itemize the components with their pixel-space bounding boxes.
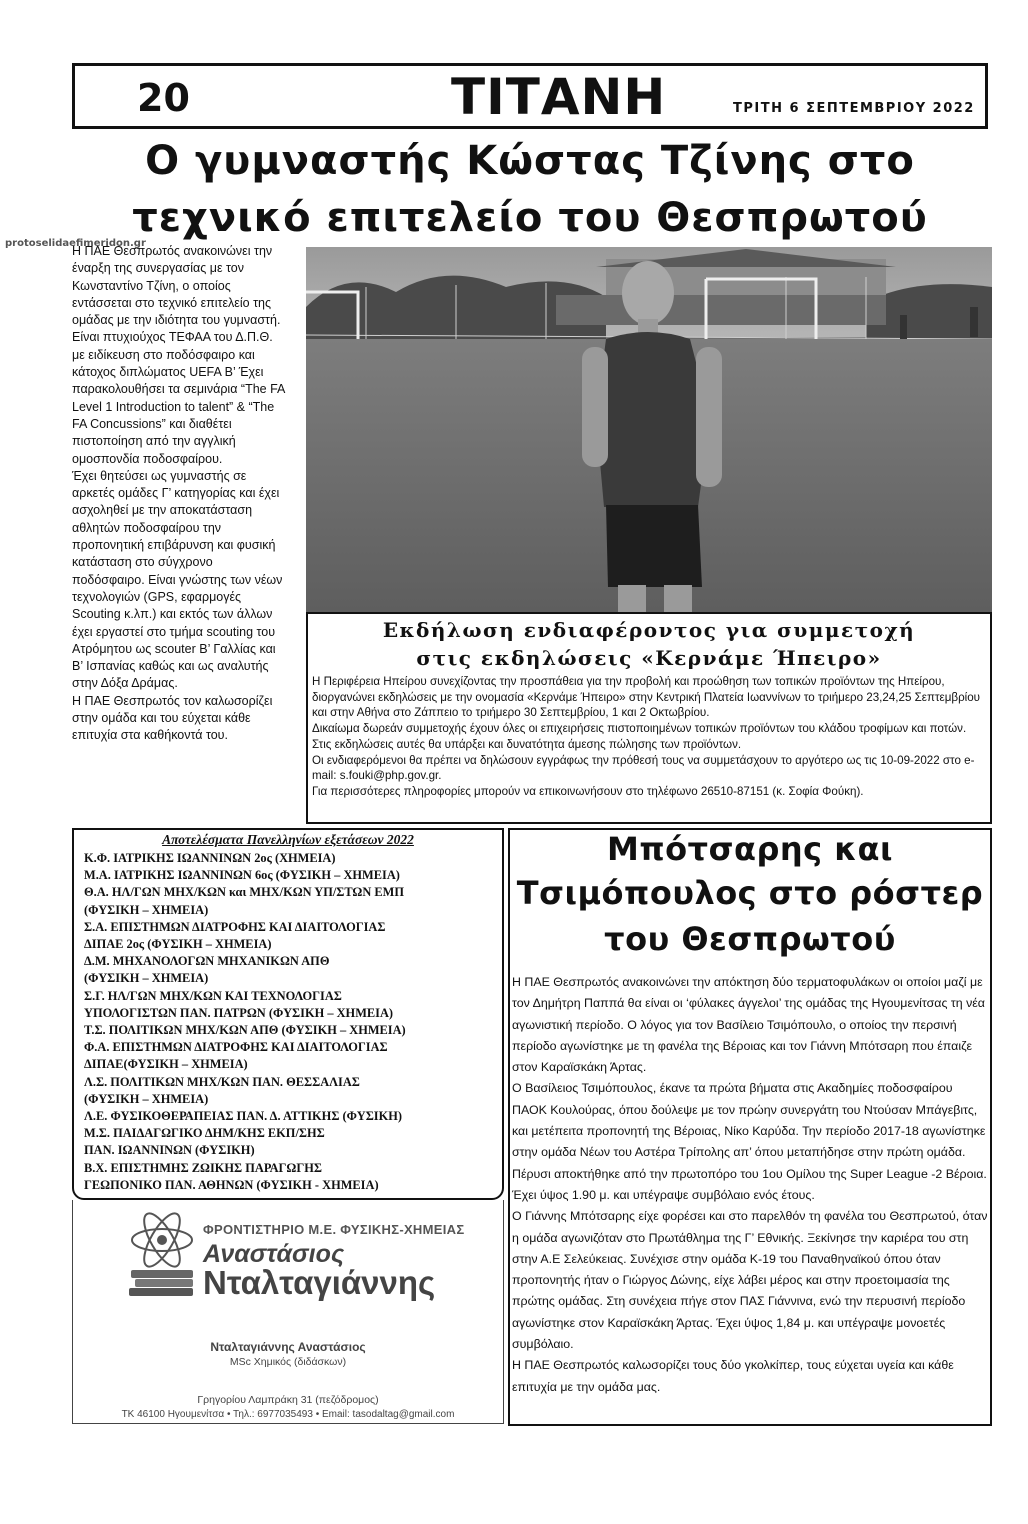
left-article <box>72 243 286 745</box>
results-line: Β.Χ. ΕΠΙΣΤΗΜΗΣ ΖΩΙΚΗΣ ΠΑΡΑΓΩΓΗΣ <box>84 1160 322 1175</box>
results-line: ΔΙΠΑΕ 2ος (ΦΥΣΙΚΗ – ΧΗΜΕΙΑ) <box>84 937 272 952</box>
exam-results <box>72 828 504 1200</box>
results-line: (ΦΥΣΙΚΗ – ΧΗΜΕΙΑ) <box>84 971 209 986</box>
goalkeepers-article <box>508 828 992 1426</box>
goalkeepers-paragraph: Ο Βασίλειος Τσιμόπουλος, έκανε τα πρώτα βήματα στις Ακαδημίες ποδοσφαίρου ΠΑΟΚ Κουλούρας, όπου δούλεψε με τον πρώην συνεργάτη του Ντούσαν Μπάγεβιτς, και μετέπειτα προπονητή της Βέροιας, Νίκο Καρύδα. Την περίοδο 2017-18 αγωνίστηκε στην ομάδα Νέων του Αστέρα Τρίπολης απ’ όπου μεταπήδησε στην πρώτη ομάδα. Πέρυσι αποκτήθηκε από την πρωτοπόρο του 1ου Ομίλου της Super League -2 Βέροια. Έχει ύψος 1.90 μ. και υπέγραψε συμβόλαιο ενός έτους. <box>512 1081 987 1202</box>
left-article-paragraph: Η ΠΑΕ Θεσπρωτός τον καλωσορίζει στην ομάδα και του εύχεται κάθε επιτυχία στα καθήκοντά του. <box>72 693 273 743</box>
results-line: Λ.Ε. ΦΥΣΙΚΟΘΕΡΑΠΕΙΑΣ ΠΑΝ. Δ. ΑΤΤΙΚΗΣ (ΦΥΣΙΚΗ) <box>84 1109 403 1124</box>
left-article-paragraph: Έχει θητεύσει ως γυμναστής σε αρκετές ομάδες Γ’ κατηγορίας και έχει ασχοληθεί με την αποκατάσταση αθλητών ποδοσφαίρου την προπονητική επιβάρυνση και φυσική κατάσταση στο σύγχρονο ποδόσφαιρο. Είναι γνώστης των νέων τεχνολογιών (GPS, εφαρμογές Scouting κ.λπ.) και εκτός των άλλων έχει εργαστεί στο τμήμα scouting του Ατρόμητου ως scouter B’ Γαλλίας και B’ Ισπανίας καθώς και ως αναλυτής στην Δόξα Δράμας. <box>72 468 283 691</box>
results-line: Σ.Γ. ΗΛ/ΓΩΝ ΜΗΧ/ΚΩΝ ΚΑΙ ΤΕΧΝΟΛΟΓΙΑΣ <box>84 988 342 1003</box>
ad-first-name: Αναστάσιος <box>203 1240 345 1268</box>
ad-header: ΦΡΟΝΤΙΣΤΗΡΙΟ Μ.Ε. ΦΥΣΙΚΗΣ-ΧΗΜΕΙΑΣ <box>203 1222 465 1237</box>
event-paragraph: Για περισσότερες πληροφορίες μπορούν να επικοινωνήσουν στο τηλέφωνο 26510-87151 (κ. Σοφία Φούκη). <box>312 784 864 798</box>
issue-date: ΤΡΙΤΗ 6 ΣΕΠΤΕΜΒΡΙΟΥ 2022 <box>733 101 975 116</box>
goalkeepers-headline-line3: του Θεσπρωτού <box>604 920 896 958</box>
results-line: ΠΑΝ. ΙΩΑΝΝΙΝΩΝ (ΦΥΣΙΚΗ) <box>84 1143 255 1158</box>
coach-photo <box>306 247 992 612</box>
results-line: Δ.Μ. ΜΗΧΑΝΟΛΟΓΩΝ ΜΗΧΑΝΙΚΩΝ ΑΠΘ <box>84 954 330 969</box>
exam-results-title: Αποτελέσματα Πανελληνίων εξετάσεων 2022 <box>162 832 414 847</box>
atom-books-icon <box>127 1208 197 1298</box>
results-line: ΓΕΩΠΟΝΙΚΟ ΠΑΝ. ΑΘΗΝΩΝ (ΦΥΣΙΚΗ - ΧΗΜΕΙΑ) <box>84 1177 379 1192</box>
event-title-line2: στις εκδηλώσεις «Κερνάμε Ήπειρο» <box>416 646 882 670</box>
goalkeepers-headline-line2: Τσιμόπουλος στο ρόστερ <box>516 874 984 912</box>
goalkeepers-headline-line1: Μπότσαρης και <box>607 830 893 868</box>
masthead <box>72 63 988 129</box>
goalkeepers-body <box>512 972 990 1398</box>
results-line: Κ.Φ. ΙΑΤΡΙΚΗΣ ΙΩΑΝΝΙΝΩΝ 2ος (ΧΗΜΕΙΑ) <box>84 851 336 865</box>
ad-contact: ΤΚ 46100 Ηγουμενίτσα • Τηλ.: 6977035493 • Email: tasodaltag@gmail.com <box>121 1409 455 1420</box>
page-number: 20 <box>137 76 190 120</box>
goalkeepers-paragraph: Ο Γιάννης Μπότσαρης είχε φορέσει και στο παρελθόν τη φανέλα του Θεσπρωτού, όταν η ομάδα αγωνιζόταν στο Πρωτάθλημα της Γ’ Εθνικής. Ξεκίνησε την καριέρα του στη στην Α.Ε Σελεύκειας. Συνέχισε στην ομάδα Κ-19 του Παναθηναϊκού όπου όταν προπονητής ήταν ο Γιώργος Δώνης, είχε λάβει μέρος και στην προετοιμασία της πρώτης ομάδας. Στη συνέχεια πήγε στον ΠΑΣ Γιάννινα, ενώ την περυσινή περίοδο αγωνίστηκε στον Καραϊσκάκη Άρτας. Έχει ύψος 1,84 μ. και υπέγραψε μονοετές συμβόλαιο. <box>512 1209 988 1352</box>
results-line: Θ.Α. ΗΛ/ΓΩΝ ΜΗΧ/ΚΩΝ και ΜΗΧ/ΚΩΝ ΥΠ/ΣΤΩΝ ΕΜΠ <box>84 885 405 900</box>
ad-address: Γρηγορίου Λαμπράκη 31 (πεζόδρομος) <box>197 1394 379 1406</box>
left-article-paragraph: Είναι πτυχιούχος ΤΕΦΑΑ του Δ.Π.Θ. με ειδίκευση στο ποδόσφαιρο και κάτοχος διπλώματος UEFA B’ Έχει παρακολουθήσει τα σεμινάρια “The FA Level 1 Introduction to talent” & “The FA Concussions” και διαθέτει πιστοποίηση από την αγγλική ομοσπονδία ποδοσφαίρου. <box>72 330 285 466</box>
results-line: Σ.Α. ΕΠΙΣΤΗΜΩΝ ΔΙΑΤΡΟΦΗΣ ΚΑΙ ΔΙΑΙΤΟΛΟΓΙΑΣ <box>84 919 386 934</box>
event-paragraph: Οι ενδιαφερόμενοι θα πρέπει να δηλώσουν εγγράφως την πρόθεσή τους να συμμετάσχουν το αργότερο ως τις 10-09-2022 στο e-mail: s.fouki@php.gov.gr. <box>312 753 975 783</box>
results-line: Μ.Α. ΙΑΤΡΙΚΗΣ ΙΩΑΝΝΙΝΩΝ 6ος (ΦΥΣΙΚΗ – ΧΗΜΕΙΑ) <box>84 868 400 883</box>
main-headline-line1: Ο γυμναστής Κώστας Τζίνης στο <box>145 138 915 184</box>
ad-role: MSc Χημικός (διδάσκων) <box>229 1356 347 1368</box>
tutoring-ad <box>72 1200 504 1424</box>
results-line: (ΦΥΣΙΚΗ – ΧΗΜΕΙΑ) <box>84 902 209 917</box>
left-article-paragraph: Η ΠΑΕ Θεσπρωτός ανακοινώνει την έναρξη της συνεργασίας με τον Κωνσταντίνο Τζίνη, ο οποίος εντάσσεται στο τεχνικό επιτελείο της ομάδας με την ιδιότητα του γυμναστή. <box>72 244 281 328</box>
exam-results-list <box>84 850 504 1194</box>
goalkeepers-paragraph: Η ΠΑΕ Θεσπρωτός καλωσορίζει τους δύο γκολκίπερ, τους εύχεται υγεία και κάθε επιτυχία με την ομάδα μας. <box>512 1358 954 1394</box>
results-line: Φ.Α. ΕΠΙΣΤΗΜΩΝ ΔΙΑΤΡΟΦΗΣ ΚΑΙ ΔΙΑΙΤΟΛΟΓΙΑΣ <box>84 1040 388 1055</box>
results-line: Τ.Σ. ΠΟΛΙΤΙΚΩΝ ΜΗΧ/ΚΩΝ ΑΠΘ (ΦΥΣΙΚΗ – ΧΗΜΕΙΑ) <box>84 1023 406 1038</box>
event-body <box>312 674 984 800</box>
results-line: (ΦΥΣΙΚΗ – ΧΗΜΕΙΑ) <box>84 1091 209 1106</box>
event-article <box>306 612 992 824</box>
results-line: ΔΙΠΑΕ(ΦΥΣΙΚΗ – ΧΗΜΕΙΑ) <box>84 1057 248 1072</box>
ad-last-name: Νταλταγιάννης <box>203 1264 436 1301</box>
main-headline-line2: τεχνικό επιτελείο του Θεσπρωτού <box>132 195 928 241</box>
event-title-line1: Εκδήλωση ενδιαφέροντος για συμμετοχή <box>382 618 916 642</box>
watermark: protoselidaefimeridon.gr <box>5 238 146 249</box>
results-line: Λ.Σ. ΠΟΛΙΤΙΚΩΝ ΜΗΧ/ΚΩΝ ΠΑΝ. ΘΕΣΣΑΛΙΑΣ <box>84 1074 360 1089</box>
coach-photo-illustration <box>306 247 992 612</box>
ad-person-name: Νταλταγιάννης Αναστάσιος <box>210 1340 366 1354</box>
goalkeepers-paragraph: Η ΠΑΕ Θεσπρωτός ανακοινώνει την απόκτηση δύο τερματοφυλάκων οι οποίοι μαζί με τον Δημήτρη Παππά θα είναι οι ‘φύλακες άγγελοι’ της ομάδας της Ηγουμενίτσας τη νέα αγωνιστική περίοδο. Ο λόγος για τον Βασίλειο Τσιμόπουλο, ο οποίος την περσινή περίοδο αγωνίστηκε με τη φανέλα της Βέροιας και τον Γιάννη Μπότσαρη που έπαιζε στον Καραϊσκάκη Άρτας. <box>512 975 985 1075</box>
results-line: Μ.Σ. ΠΑΙΔΑΓΩΓΙΚΟ ΔΗΜ/ΚΗΣ ΕΚΠ/ΣΗΣ <box>84 1126 325 1141</box>
paper-name: ΤΙΤΑΝΗ <box>451 68 667 126</box>
event-paragraph: Η Περιφέρεια Ηπείρου συνεχίζοντας την προσπάθεια για την προβολή και προώθηση των τοπικών προϊόντων της Ηπείρου, διοργανώνει εκδηλώσεις με την ονομασία «Κερνάμε Ήπειρο» στην Κεντρική Πλατεία Ιωαννίνων το τριήμερο 23,24,25 Σεπτεμβρίου και στην Αθήνα στο Ζάππειο το τριήμερο 30 Σεπτεμβρίου, 1 και 2 Οκτωβρίου. <box>312 675 981 720</box>
event-paragraph: Δικαίωμα δωρεάν συμμετοχής έχουν όλες οι επιχειρήσεις πιστοποιημένων τοπικών προϊόντων του κλάδου τροφίμων και ποτών. Στις εκδηλώσεις αυτές θα υπάρξει και δυνατότητα άμεσης πώλησης των προϊόντων. <box>312 722 967 751</box>
results-line: ΥΠΟΛΟΓΙΣΤΩΝ ΠΑΝ. ΠΑΤΡΩΝ (ΦΥΣΙΚΗ – ΧΗΜΕΙΑ) <box>84 1005 394 1020</box>
